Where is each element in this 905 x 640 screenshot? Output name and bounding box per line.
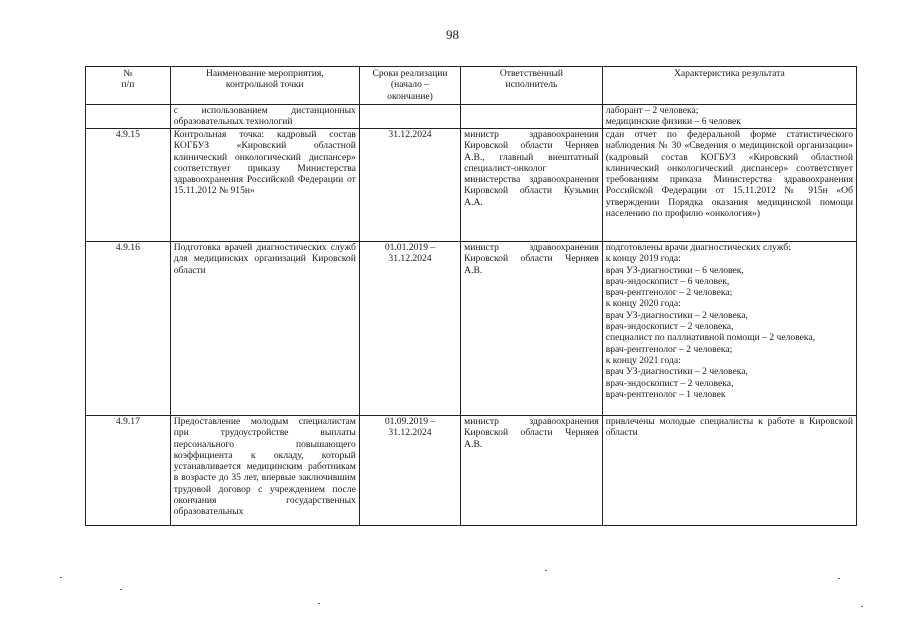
table-row [86, 416, 857, 526]
row-result: привлечены молодые специалисты к работе в Кировской области [602, 416, 856, 526]
row-result: лаборант – 2 человека; медицинские физики – 6 человек [602, 105, 856, 129]
row-number: 4.9.17 [86, 416, 171, 526]
row-responsible: министр здравоохранения Кировской области Черняев А.В. [461, 416, 603, 526]
table-row [86, 105, 857, 129]
scan-speck [60, 577, 62, 578]
row-term [359, 105, 460, 129]
row-name: Контрольная точка: кадровый состав КОГБУЗ «Кировский областной клинический онкологический диспансер» соответствует приказу Министерства здравоохранения Российской Федерации от 15.11.2012 № 915н» [170, 129, 359, 242]
row-name: Предоставление молодым специалистам при трудоустройстве выплаты персонального повышающего коэффициента к окладу, который устанавливается медицинским работникам в возрасте до 35 лет, впервые заключившим трудовой договор с учреждением после окончания государственных образовательных [170, 416, 359, 526]
scan-speck [861, 606, 863, 607]
col-header-term: Сроки реализации (начало – окончание) [359, 67, 460, 105]
col-header-number: № п/п [86, 67, 171, 105]
table-row [86, 129, 857, 242]
row-term: 01.09.2019 – 31.12.2024 [359, 416, 460, 526]
row-responsible [461, 105, 603, 129]
row-name: с использованием дистанционных образовательных технологий [170, 105, 359, 129]
table-row [86, 242, 857, 416]
col-header-responsible: Ответственный исполнитель [461, 67, 603, 105]
scan-speck [318, 603, 320, 604]
scan-speck [545, 570, 547, 571]
table-header-row [86, 67, 857, 105]
row-result: сдан отчет по федеральной форме статистического наблюдения № 30 «Сведения о медицинской организации» (кадровый состав КОГБУЗ «Кировский областной клинический онкологический диспансер» соответствует требованиям приказа Министерства здравоохранения Российской Федерации от 15.11.2012 № 915н «Об утверждении Порядка оказания медицинской помощи населению по профилю «онкология») [602, 129, 856, 242]
row-number: 4.9.16 [86, 242, 171, 416]
page-number: 98 [446, 27, 459, 42]
row-name: Подготовка врачей диагностических служб для медицинских организаций Кировской области [170, 242, 359, 416]
action-plan-table [85, 66, 857, 526]
row-term: 31.12.2024 [359, 129, 460, 242]
scan-speck [838, 578, 840, 579]
row-responsible: министр здравоохранения Кировской области Черняев А.В. [461, 242, 603, 416]
col-header-name: Наименование мероприятия, контрольной точки [170, 67, 359, 105]
row-responsible: министр здравоохранения Кировской области Черняев А.В., главный внештатный специалист-онколог министерства здравоохранения Кировской области Кузьмин А.А. [461, 129, 603, 242]
row-number: 4.9.15 [86, 129, 171, 242]
row-result: подготовлены врачи диагностических служб: к концу 2019 года: врач УЗ-диагностики – 6 человек, врач-эндоскопист – 6 человек, врач-рентгенолог – 2 человека; к концу 2020 года: врач УЗ-диагностики – 2 человека, врач-эндоскопист – 2 человека, специалист по паллиативной помощи – 2 человека, врач-рентгенолог – 2 человека; к концу 2021 года: врач УЗ-диагностики – 2 человека, врач-эндоскопист – 2 человека, врач-рентгенолог – 1 человек [602, 242, 856, 416]
row-number [86, 105, 171, 129]
scan-speck [120, 589, 122, 590]
row-term: 01.01.2019 – 31.12.2024 [359, 242, 460, 416]
col-header-result: Характеристика результата [602, 67, 856, 105]
